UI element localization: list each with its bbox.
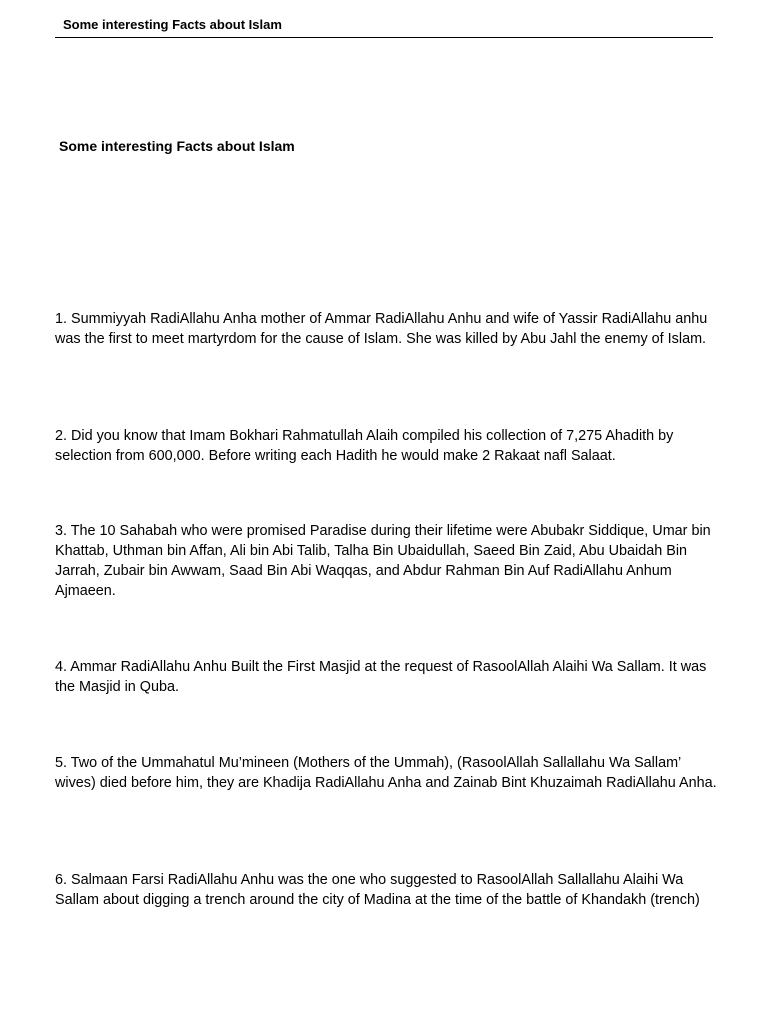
fact-item-1: 1. Summiyyah RadiAllahu Anha mother of Ammar RadiAllahu Anhu and wife of Yassir RadiAllahu anhu was the first to meet martyrdom for the cause of Islam. She was killed by Abu Jahl the enemy of Islam. xyxy=(55,311,708,347)
fact-item-5: 5. Two of the Ummahatul Mu’mineen (Mothers of the Ummah), (RasoolAllah Sallallahu Wa Sallam’ wives) died before him, they are Khadija RadiAllahu Anha and Zainab Bint Khuzaimah RadiAllahu Anha. xyxy=(55,755,717,791)
running-header xyxy=(55,16,713,38)
fact-item-4: 4. Ammar RadiAllahu Anhu Built the First Masjid at the request of RasoolAllah Alaihi Wa Sallam. It was the Masjid in Quba. xyxy=(55,659,707,695)
fact-item-6: 6. Salmaan Farsi RadiAllahu Anhu was the one who suggested to RasoolAllah Sallallahu Alaihi Wa Sallam about digging a trench around the city of Madina at the time of the battle of Khandakh (trench) xyxy=(55,872,700,908)
fact-item-3: 3. The 10 Sahabah who were promised Paradise during their lifetime were Abubakr Siddique, Umar bin Khattab, Uthman bin Affan, Ali bin Abi Talib, Talha Bin Ubaidullah, Saeed Bin Zaid, Abu Ubaidah Bin Jarrah, Zubair bin Awwam, Saad Bin Abi Waqqas, and Abdur Rahman Bin Auf RadiAllahu Anhum Ajmaeen. xyxy=(55,523,711,599)
fact-item-2: 2. Did you know that Imam Bokhari Rahmatullah Alaih compiled his collection of 7,275 Ahadith by selection from 600,000. Before writing each Hadith he would make 2 Rakaat nafl Salaat. xyxy=(55,428,674,464)
running-header-title: Some interesting Facts about Islam xyxy=(63,17,282,32)
document-title: Some interesting Facts about Islam xyxy=(59,138,295,154)
